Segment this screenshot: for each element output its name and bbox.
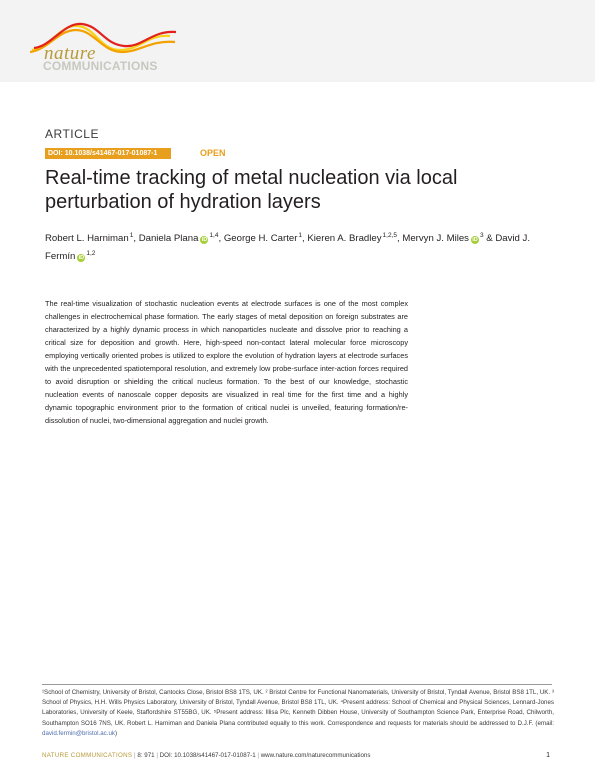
author-affiliation-marker: 1 (298, 232, 303, 239)
footer-separator: | (156, 752, 158, 759)
page-number: 1 (546, 752, 550, 759)
correspondence-email-link[interactable]: david.fermin@bristol.ac.uk (42, 729, 115, 737)
author-separator: , (302, 233, 308, 244)
author[interactable] (224, 233, 308, 244)
author-affiliation-marker: 1,4 (209, 232, 219, 239)
author-list (45, 228, 545, 264)
author-separator: , (397, 233, 403, 244)
author[interactable] (402, 233, 486, 244)
affiliations-text: ¹School of Chemistry, University of Bristol, Cantocks Close, Bristol BS8 1TS, UK. ² Bristol Centre for Functional Nanomaterials, University of Bristol, Tyndall Avenue, Bristol BS8 1TL, UK. ³ School of Physics, H.H. Wills Physics Laboratory, University of Bristol, Tyndall Avenue, Bristol BS8 1TL, UK. ⁴Present address: School of Chemical and Physical Sciences, Lennard-Jones Laboratories, University of Keele, Staffordshire ST55BG, UK. ⁵Present address: Illisa Plc, Kenneth Dibben House, University of Southampton Science Park, Enterprise Road, Chilworth, Southampton SO16 7NS, UK. Robert L. Harniman and Daniela Plana contributed equally to this work. Correspondence and requests for materials should be addressed to D.J.F. (email: (42, 689, 554, 727)
author-name[interactable]: Robert L. Harniman (45, 233, 129, 244)
footer-url[interactable]: www.nature.com/naturecommunications (260, 752, 371, 759)
author-name[interactable]: George H. Carter (223, 233, 298, 244)
author[interactable] (139, 233, 224, 244)
author-affiliation-marker: 1,2 (86, 250, 96, 257)
article-type-label: ARTICLE (45, 127, 99, 141)
author-name[interactable]: & David J. Fermín (45, 233, 531, 262)
logo-communications-wordmark: COMMUNICATIONS (43, 59, 158, 73)
affiliations (42, 688, 554, 739)
doi-badge[interactable]: DOI: 10.1038/s41467-017-01087-1 (45, 148, 171, 159)
orcid-icon[interactable]: iD (472, 237, 478, 243)
orcid-icon[interactable]: iD (78, 255, 85, 261)
abstract: The real-time visualization of stochastic nucleation events at electrode surfaces is one of the most complex challenges in electrochemical phase formation. The early stages of metal deposition on foreign substrates are characterized by a highly dynamic process in which nanoparticles nucleate and dissolve prior to reaching a critical size for deposition and growth. Here, high-speed non-contact lateral molecular force microscopy employing vertically oriented probes is utilized to explore the evolution of hydration layers at electrode surfaces with the unprecedented spatiotemporal resolution, and extremely low probe-surface inter-action forces required to avoid disruption or shielding the critical nucleus formation. To the best of our knowledge, stochastic nucleation events of nanoscale copper deposits are visualized in real time for the first time and a highly dynamic topographic environment prior to the formation of critical nuclei is unveiled, featuring formation/re-dissolution of nuclei, two-dimensional aggregation and nuclei growth. (45, 299, 408, 425)
footer-separator: | (134, 752, 136, 759)
article-title: Real-time tracking of metal nucleation via local perturbation of hydration layers (45, 167, 458, 213)
author-name[interactable]: Daniela Plana (138, 233, 199, 244)
author-name[interactable]: Kieren A. Bradley (307, 233, 382, 244)
affiliations-closing: ) (115, 729, 118, 737)
author-name[interactable]: Mervyn J. Miles (402, 233, 469, 244)
journal-header-band (0, 0, 595, 82)
author-affiliation-marker: 3 (479, 232, 484, 239)
page-footer (42, 750, 554, 762)
footer-journal-name: NATURE COMMUNICATIONS (42, 752, 133, 759)
author[interactable] (307, 233, 402, 244)
logo-nature-wordmark: nature (44, 43, 96, 64)
open-access-label: OPEN (200, 148, 226, 158)
author-separator: , (133, 233, 139, 244)
footer-volume: 8: 971 (137, 752, 155, 759)
footer-separator: | (257, 752, 259, 759)
author-affiliation-marker: 1 (129, 232, 134, 239)
journal-logo[interactable] (30, 20, 180, 80)
footer-doi[interactable]: DOI: 10.1038/s41467-017-01087-1 (159, 752, 256, 759)
author[interactable] (45, 233, 139, 244)
author-separator: , (218, 233, 224, 244)
orcid-icon[interactable]: iD (201, 237, 208, 243)
affiliations-divider (42, 684, 552, 685)
author-affiliation-marker: 1,2,5 (382, 232, 397, 239)
